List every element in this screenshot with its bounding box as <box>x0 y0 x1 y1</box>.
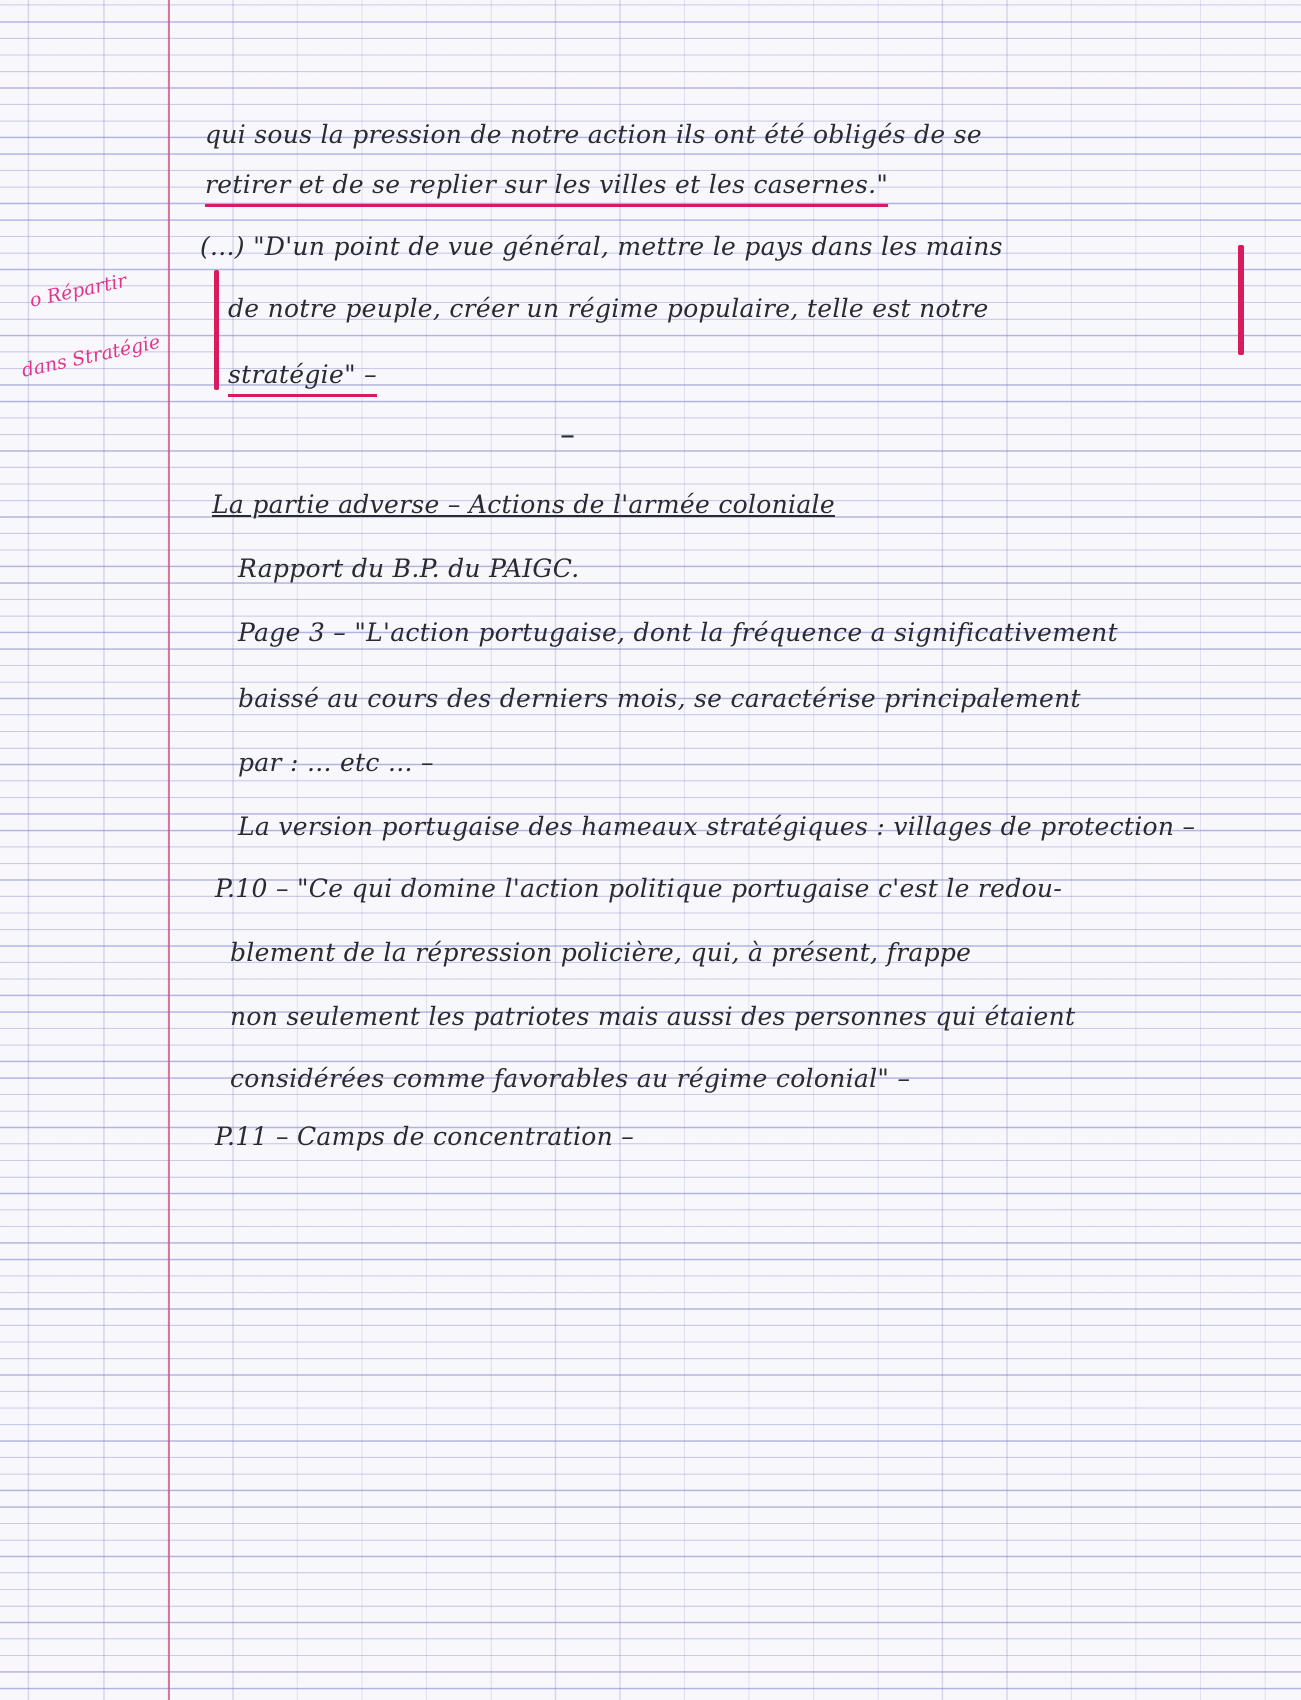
pink-bracket-left <box>214 270 219 390</box>
text-line-15: non seulement les patriotes mais aussi des personnes qui étaient <box>230 1002 1076 1031</box>
text-line-1: qui sous la pression de notre action ils ont été obligés de se <box>205 120 982 149</box>
pink-bracket-right <box>1238 245 1244 355</box>
text-line-12: La version portugaise des hameaux stratégiques : villages de protection – <box>238 812 1196 841</box>
margin-line <box>168 0 170 1700</box>
section-heading: La partie adverse – Actions de l'armée coloniale <box>212 490 835 519</box>
text-line-13: P.10 – "Ce qui domine l'action politique portugaise c'est le redou- <box>215 874 1063 903</box>
text-line-5: stratégie" – <box>228 358 377 397</box>
text-line-2: retirer et de se replier sur les villes et les casernes." <box>205 168 888 207</box>
text-line-17: P.11 – Camps de concentration – <box>215 1122 635 1151</box>
text-line-9: Page 3 – "L'action portugaise, dont la fréquence a significativement <box>238 618 1118 647</box>
margin-note-line-1: o Répartir <box>27 269 129 312</box>
separator-dash: – <box>560 418 575 453</box>
text-line-16: considérées comme favorables au régime colonial" – <box>230 1064 911 1093</box>
text-line-11: par : ... etc ... – <box>238 748 434 777</box>
margin-note-line-2: dans Stratégie <box>19 330 163 382</box>
text-line-10: baissé au cours des derniers mois, se caractérise principalement <box>238 684 1081 713</box>
text-line-8: Rapport du B.P. du PAIGC. <box>238 554 580 583</box>
text-line-4: de notre peuple, créer un régime populaire, telle est notre <box>228 294 989 323</box>
text-line-14: blement de la répression policière, qui, à présent, frappe <box>230 938 972 967</box>
text-line-3: (...) "D'un point de vue général, mettre le pays dans les mains <box>200 232 1003 261</box>
